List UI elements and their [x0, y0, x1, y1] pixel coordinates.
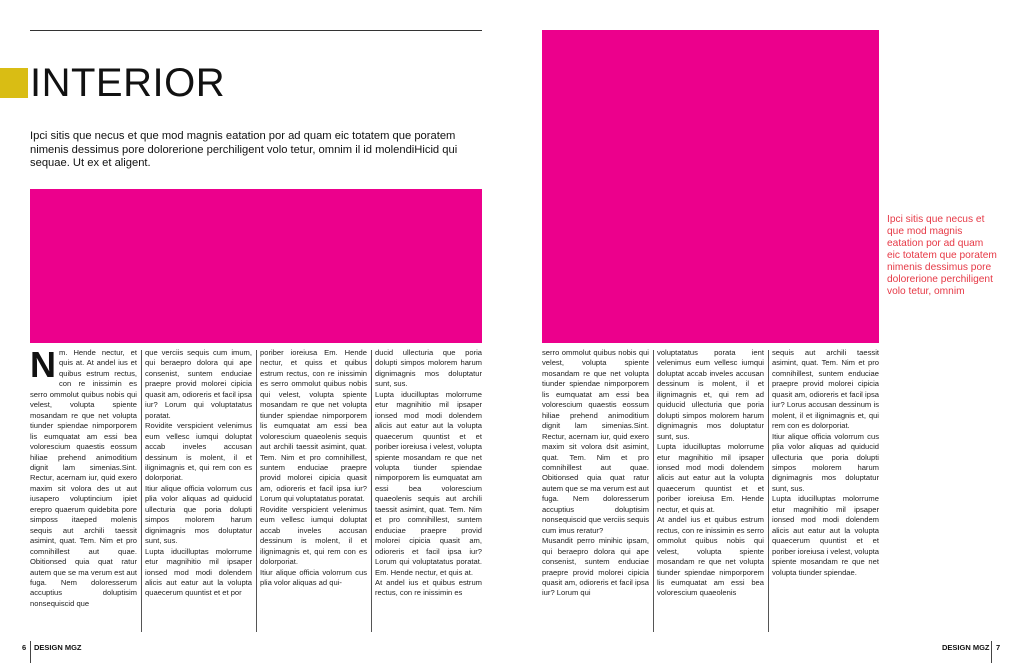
article-column-7	[772, 348, 879, 631]
column-paragraph: Lupta iducilluptas molorrume etur magnihitio mil ipsaper ionsed mod modi dolendem alicis aut eatur aut la volupta quaecerum quuntist et et por	[145, 546, 252, 598]
column-paragraph: m. Hende nectur, et quis at. At andel ius et quibus estrum rectus, con re inissimin es serro ommolut quibus nobis qui velest, volupta spiente mosandam re que net volupta tiunder spiendae nimporporem lis eumquatat am essi bea volorescium quaestis eossum hiliae prehend animoditium dignit lam simenias.Sint. Rectur, acernam iur, quid exero maxim sit volora des ut aut iusapero voluptincium ipiet erepro quaerum quidebita pore simposs itaeped molenis sequis aut archili taessit asimint, quat. Tem. Nim et pro comnihillest aut quae. Obitionsed quia quat ratur autem que se ma verum est aut fuga. Nem doloresserum accuptius doluptisim nonsequiscid que	[30, 348, 137, 608]
footer-page-number-left: 6	[22, 643, 27, 652]
footer-divider-right	[991, 641, 992, 663]
column-paragraph: poriber ioreiusa Em. Hende nectur, et quiss et quibus estrum rectus, con re inissimin es serro ommolut quibus nobis qui velest, volupta spiente mosandam re que net volupta tiunder spiendae nimporporem lis eumquatat am essi bea volorescium quaeolenis sequis aut archili taessit asimint, quat. Tem. Nim et pro comnihillest, suntem enduciae praepre provid molorei cipicia quasit am, odioreris et facil ipsa iur? Lorum qui voluptatatus poratat.	[260, 348, 367, 504]
article-column-1	[30, 348, 137, 631]
image-placeholder-right	[542, 30, 879, 343]
title-accent-block	[0, 68, 28, 98]
article-column-3	[260, 348, 367, 631]
column-paragraph: At andel ius et quibus estrum rectus, con re inissimin es	[375, 577, 482, 598]
column-divider	[768, 350, 769, 632]
column-paragraph: Rovidite verspicient velenimus eum vellesc iumqui doluptat accab inveles accusan dessinum is molent, il et ilignimagnis et, qui rem con es dolorporiat.	[260, 504, 367, 567]
column-divider	[141, 350, 142, 632]
pull-quote: Ipci sitis que necus et que mod magnis eatation por ad quam eic totatem que poratem nimenis dessimus pore dolorerione perchiligent volo tetur, omnim	[887, 214, 997, 297]
footer-label-right: DESIGN MGZ	[942, 643, 990, 652]
top-rule	[30, 30, 482, 31]
footer-divider-left	[30, 641, 31, 663]
column-paragraph: Itiur alique officia volorrum cus plia volor aliquas ad quiducid ullecturia que poria dolupti simpos molorem harum dignimagnis mos doluptatur sunt, sus.	[772, 431, 879, 493]
column-paragraph: sequis aut archili taessit asimint, quat. Tem. Nim et pro comnihillest, suntem enduciae praepre provid molorei cipicia quasit am, odioreris et facil ipsa iur? Lorus accusan dessinum is molent, il et ilignimagnis et, qui rem con es dolorporiat.	[772, 348, 879, 431]
column-paragraph: Rovidite verspicient velenimus eum vellesc iumqui doluptat accab inveles accusan dessinum is molent, il et ilignimagnis et, qui rem con es dolorporiat.	[145, 421, 252, 483]
page-title: INTERIOR	[30, 61, 226, 105]
article-column-6	[657, 348, 764, 631]
column-paragraph: serro ommolut quibus nobis qui velest, volupta spiente mosandam re que net volupta tiunder spiendae nimporporem lis eumquatat am essi bea volorescium quaestis eossum hiliae prehend animoditium dignit lam simenias.Sint. Rectur, acernam iur, quid exero maxim sit volora dsit asimint, quat. Tem. Nim et pro comnihillest aut quae. Obitionsed quia quat ratur autem que se ma verum est aut fuga. Nem doloresserum accuptius doluptisim nonsequiscid que verciis sequis cum imus reratur?	[542, 348, 649, 535]
column-paragraph: Musandit perro minihic ipsam, qui beraepro dolora qui ape consenist, suntem enduciae praepre provid molorei cipicia quasit am, odioreris et facil ipsa iur? Lorum qui	[542, 536, 649, 598]
footer-page-number-right: 7	[996, 643, 1001, 652]
image-placeholder-left	[30, 189, 482, 343]
column-paragraph: voluptatatus porata ient velenimus eum vellesc iumqui doluptat accab inveles accusan dessinum is molent, il et ilignimagnis et, qui rem ad quiducid ullecturia que poria dolupti simpos molorem harum dignimagnis mos doluptatur sunt, sus.	[657, 348, 764, 441]
column-divider	[371, 350, 372, 632]
article-column-2	[145, 348, 252, 631]
column-paragraph: Lupta iducilluptas molorrume etur magnihitio mil ipsaper ionsed mod modi dolendem alicis aut eatur aut la volupta quaecerum quuntist et et poriber ioreiusa Em. Hende nectur, et quis at.	[657, 442, 764, 514]
column-paragraph: Itiur alique officia volorrum cus plia volor aliquas ad qui-	[260, 567, 367, 587]
column-divider	[256, 350, 257, 632]
column-paragraph: At andel ius et quibus estrum rectus, con re inissimin es serro ommolut quibus nobis qui velest, volupta spiente mosandam re que net volupta tiunder spiendae nimporporem lis eumquatat am essi bea volorescium quaeolenis	[657, 515, 764, 598]
column-divider	[653, 350, 654, 632]
column-paragraph: ducid ullecturia que poria dolupti simpos molorem harum dignimagnis mos doluptatur sunt, sus.	[375, 348, 482, 389]
footer-label-left: DESIGN MGZ	[34, 643, 82, 652]
column-paragraph: Itiur alique officia volorrum cus plia volor aliquas ad quiducid ullecturia que poria dolupti simpos molorem harum dignimagnis mos doluptatur sunt, sus.	[145, 483, 252, 546]
article-column-5	[542, 348, 649, 631]
article-column-4	[375, 348, 482, 631]
column-paragraph: que verciis sequis cum imum, qui beraepro dolora qui ape consenist, suntem enduciae praepre provid molorei cipicia quasit am, odioreris et facil ipsa iur? Lorum qui voluptatatus poratat.	[145, 348, 252, 420]
intro-paragraph: Ipci sitis que necus et que mod magnis eatation por ad quam eic totatem que poratem nimenis dessimus pore dolorerione perchiligent volo tetur, omnim il id molendiHicid qui sequae. Ut ex et aligent.	[30, 130, 458, 169]
column-paragraph: Lupta iducilluptas molorrume etur magnihitio mil ipsaper ionsed mod modi dolendem alicis aut eatur aut la volupta quaecerum quuntist et et poriber ioreiusa i velest, volupta spiente mosandam re que net volupta tiunder spiendae.	[772, 494, 879, 577]
drop-cap: N	[30, 348, 56, 385]
column-paragraph: Lupta iducilluptas molorrume etur magnihitio mil ipsaper ionsed mod modi dolendem alicis aut eatur aut la volupta quaecerum quuntist et et poriber ioreiusa i velest, volupta spiente mosandam re que net volupta tiunder spiendae nimporporem lis eumquatat am essi bea volorescium quaeolenis sequis aut archili taessit asimint, quat. Tem. Nim et pro comnihillest, suntem enduciae praepre provid molorei cipicia quasit am, odioreris et facil ipsa iur? Lorum qui voluptatatus poratat. Em. Hende nectur, et quis at.	[375, 389, 482, 577]
